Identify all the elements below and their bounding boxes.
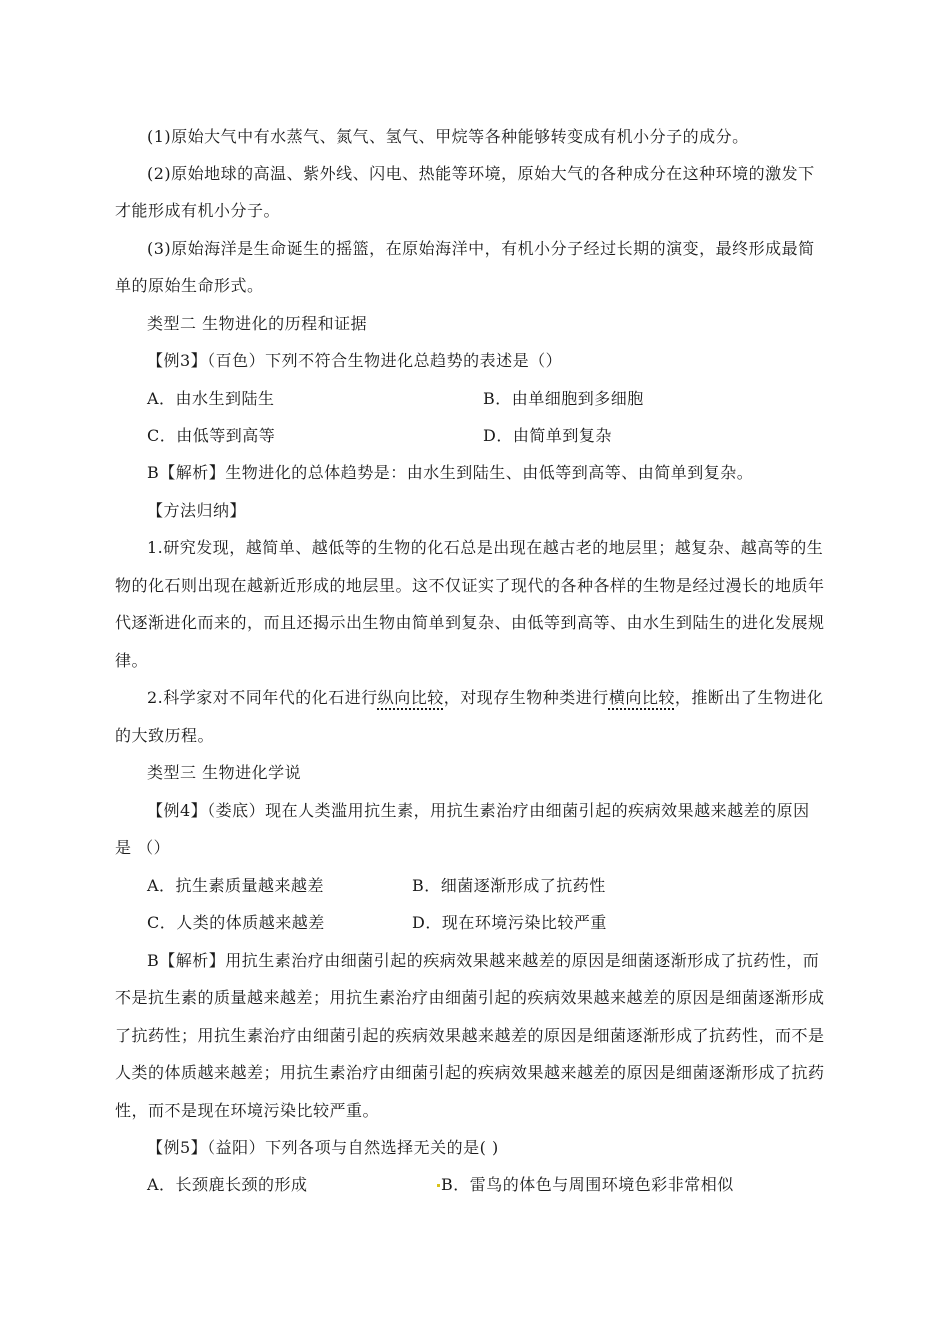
example-question: 【例4】（娄底）现在人类滥用抗生素，用抗生素治疗由细菌引起的疾病效果越来越差的原因 [147, 801, 810, 820]
example-question: 【例5】（益阳）下列各项与自然选择无关的是( ) [147, 1138, 499, 1157]
section-heading: 类型三 生物进化学说 [147, 763, 302, 782]
option-d: D．由简单到复杂 [483, 426, 612, 445]
option-c: C．由低等到高等 [147, 426, 276, 445]
text-run: 2.科学家对不同年代的化石进行 [147, 688, 378, 707]
paragraph-line: 不是抗生素的质量越来越差；用抗生素治疗由细菌引起的疾病效果越来越差的原因是细菌逐渐形成 [115, 988, 825, 1007]
emphasis-text: 纵向比较 [377, 688, 444, 707]
text-run: ，对现存生物种类进行 [443, 688, 609, 707]
option-c: C．人类的体质越来越差 [147, 913, 325, 932]
paragraph-line: (3)原始海洋是生命诞生的摇篮，在原始海洋中，有机小分子经过长期的演变，最终形成最简 [147, 239, 815, 258]
option-b [436, 1175, 734, 1195]
paragraph-line: 物的化石则出现在越新近形成的地层里。这不仅证实了现代的各种各样的生物是经过漫长的地质年 [115, 576, 825, 595]
option-a: A．由水生到陆生 [147, 389, 275, 408]
option-b: B．细菌逐渐形成了抗药性 [412, 876, 606, 895]
option-b: B．由单细胞到多细胞 [483, 389, 644, 408]
paragraph-line: 代逐渐进化而来的，而且还揭示出生物由简单到复杂、由低等到高等、由水生到陆生的进化发展规 [115, 613, 825, 632]
paragraph-line: 性，而不是现在环境污染比较严重。 [115, 1101, 380, 1120]
paragraph-line: (2)原始地球的高温、紫外线、闪电、热能等环境，原始大气的各种成分在这种环境的激发下 [147, 164, 815, 183]
option-a: A．抗生素质量越来越差 [147, 876, 325, 895]
emphasis-text: 横向比较 [608, 688, 675, 707]
example-question: 【例3】（百色）下列不符合生物进化总趋势的表述是（） [147, 351, 563, 370]
paragraph-line: 的大致历程。 [115, 726, 215, 745]
analysis-text: B【解析】用抗生素治疗由细菌引起的疾病效果越来越差的原因是细菌逐渐形成了抗药性，而 [147, 951, 820, 970]
paragraph-line [147, 688, 823, 708]
yellow-dot-mark [437, 1184, 440, 1187]
paragraph-line: 才能形成有机小分子。 [115, 201, 281, 220]
paragraph-line: 律。 [115, 651, 149, 670]
analysis-text: B【解析】生物进化的总体趋势是：由水生到陆生、由低等到高等、由简单到复杂。 [147, 463, 754, 482]
option-a: A．长颈鹿长颈的形成 [147, 1175, 308, 1194]
paragraph-line: 是 （） [115, 838, 171, 857]
paragraph-line: 人类的体质越来越差；用抗生素治疗由细菌引起的疾病效果越来越差的原因是细菌逐渐形成了抗药 [115, 1063, 825, 1082]
text-run: B．雷鸟的体色与周围环境色彩非常相似 [441, 1175, 734, 1194]
option-d: D．现在环境污染比较严重 [412, 913, 607, 932]
paragraph-line: 了抗药性；用抗生素治疗由细菌引起的疾病效果越来越差的原因是细菌逐渐形成了抗药性，而不是 [115, 1026, 825, 1045]
paragraph-line: 单的原始生命形式。 [115, 276, 264, 295]
section-heading: 类型二 生物进化的历程和证据 [147, 314, 368, 333]
paragraph-line: 1.研究发现，越简单、越低等的生物的化石总是出现在越古老的地层里；越复杂、越高等的生 [147, 538, 824, 557]
text-run: ，推断出了生物进化 [674, 688, 824, 707]
method-title: 【方法归纳】 [147, 501, 247, 520]
paragraph-line: (1)原始大气中有水蒸气、氮气、氢气、甲烷等各种能够转变成有机小分子的成分。 [147, 127, 749, 146]
